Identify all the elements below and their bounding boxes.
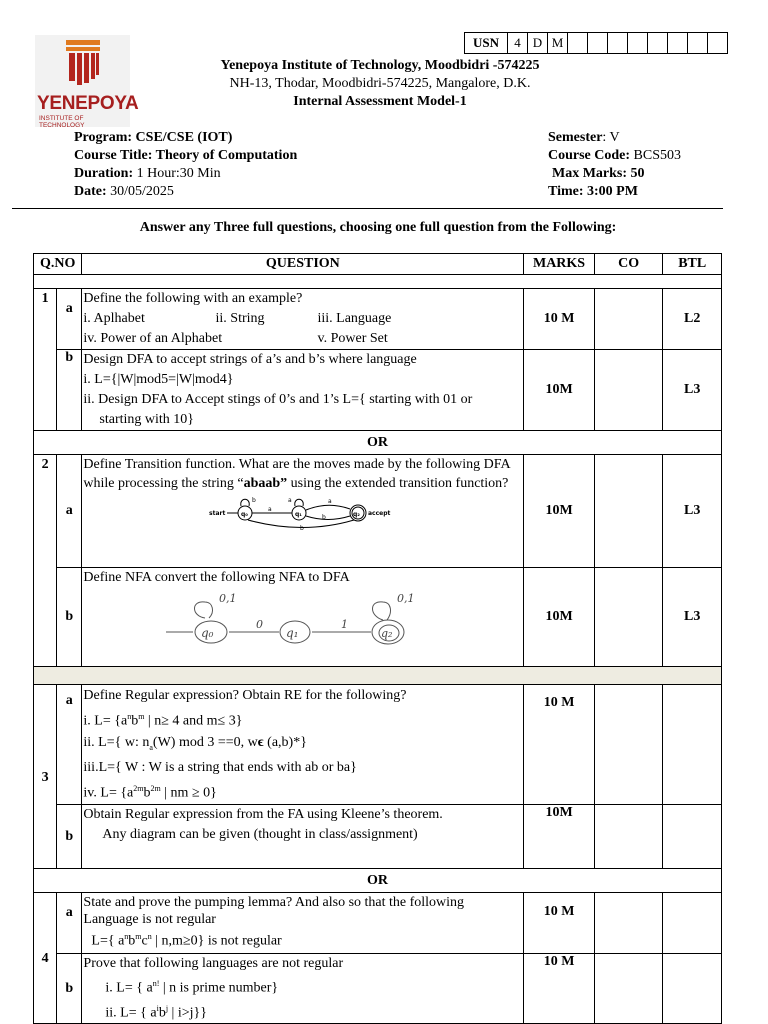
question-line: Define NFA convert the following NFA to DFA <box>83 570 350 585</box>
transition-label: a <box>268 506 273 513</box>
usn-cell <box>628 33 648 54</box>
state-label: q₀ <box>201 626 214 640</box>
question-line: Define Regular expression? Obtain RE for the following? <box>83 688 407 703</box>
co-value <box>594 455 663 568</box>
question-text <box>82 893 524 954</box>
sub-question-label: b <box>57 568 82 667</box>
question-text <box>82 568 524 667</box>
btl-value: L2 <box>663 289 722 350</box>
marks-value: 10 M <box>524 685 595 805</box>
header-marks: MARKS <box>524 254 595 275</box>
transition-label: a <box>328 498 333 505</box>
transition-label: 1 <box>341 618 349 631</box>
state-label: q₂ <box>381 627 393 640</box>
sub-question-label: b <box>57 805 82 869</box>
co-value <box>594 685 663 805</box>
usn-cell: M <box>548 33 568 54</box>
co-value <box>594 893 663 954</box>
usn-cell <box>708 33 728 54</box>
question-line: ii. L= { $a^ib^j$ | i>j}} <box>105 1003 207 1021</box>
spacer-row <box>34 275 722 289</box>
table-header <box>34 254 722 275</box>
question-number: 2 <box>34 455 57 667</box>
semester-label: Semester <box>548 130 603 145</box>
question-text <box>82 289 524 350</box>
table-row <box>34 455 722 568</box>
btl-value <box>663 805 722 869</box>
btl-value <box>663 954 722 1024</box>
course-info-left <box>74 129 297 201</box>
question-line: Any diagram can be given (thought in class/assignment) <box>102 827 418 843</box>
transition-label: a <box>288 497 293 504</box>
usn-label: USN <box>465 33 508 54</box>
or-row <box>34 431 722 455</box>
question-text <box>82 805 524 869</box>
table-row <box>34 805 722 869</box>
list-item: i. Aplhabet <box>83 311 145 326</box>
question-number: 3 <box>34 685 57 869</box>
institute-address: NH-13, Thodar, Moodbidri-574225, Mangalore, D.K. <box>229 76 531 91</box>
usn-cell <box>588 33 608 54</box>
transition-label: b <box>322 514 327 521</box>
usn-cell: D <box>528 33 548 54</box>
question-text <box>82 954 524 1024</box>
table-row <box>34 685 722 805</box>
separator-row <box>34 667 722 685</box>
question-line: ii. Design DFA to Accept stings of 0’s and 1’s L={ starting with 01 or <box>83 392 473 407</box>
question-line: State and prove the pumping lemma? And also so that the following <box>83 895 465 911</box>
exam-title: Internal Assessment Model-1 <box>293 94 467 109</box>
question-line: starting with 10} <box>99 412 195 427</box>
btl-value <box>663 893 722 954</box>
sub-question-label: a <box>57 685 82 805</box>
input-string: abaab” <box>243 476 288 491</box>
question-line: Design DFA to accept strings of a’s and b’s where language <box>83 352 417 367</box>
co-value <box>594 350 663 431</box>
question-line: i. $L= \{a^nb^m$ | n≥ 4 and m≤ 3} <box>83 712 243 729</box>
start-label: start <box>209 510 226 517</box>
state-label: q₁ <box>295 511 303 518</box>
table-row <box>34 350 722 431</box>
date-value: 30/05/2025 <box>106 184 174 199</box>
sub-question-label: b <box>57 954 82 1024</box>
semester-value: : V <box>602 130 620 145</box>
or-label: OR <box>34 431 722 455</box>
question-line: L={ $a^nb^mc^n$ | n,m≥0} is not regular <box>91 932 282 949</box>
or-row <box>34 869 722 893</box>
nfa-diagram <box>161 588 461 654</box>
sub-question-label: a <box>57 893 82 954</box>
marks-value: 10 M <box>524 289 595 350</box>
question-text <box>82 455 524 568</box>
sub-question-label: a <box>57 289 82 350</box>
state-label: q₀ <box>241 511 249 518</box>
list-item: ii. String <box>215 311 265 326</box>
marks-value: 10M <box>524 568 595 667</box>
state-label: q₂ <box>353 511 361 518</box>
list-item: iii. Language <box>317 311 392 326</box>
marks-value: 10M <box>524 455 595 568</box>
sub-question-label: a <box>57 455 82 568</box>
dfa-diagram <box>208 495 408 531</box>
usn-cell <box>608 33 628 54</box>
course-code-value: BCS503 <box>630 148 682 163</box>
co-value <box>594 289 663 350</box>
sub-question-label: b <box>57 350 82 431</box>
max-marks-label: Max Marks: 50 <box>552 166 645 181</box>
institute-name: Yenepoya Institute of Technology, Moodbidri -574225 <box>220 58 540 73</box>
logo-subtitle: INSTITUTE OF TECHNOLOGY <box>39 115 85 129</box>
usn-cell <box>568 33 588 54</box>
table-row <box>34 893 722 954</box>
header-qno: Q.NO <box>34 254 82 275</box>
co-value <box>594 568 663 667</box>
question-line: i. L={|W|mod5=|W|mod4} <box>83 372 234 387</box>
transition-label: b <box>252 497 257 504</box>
header-question: QUESTION <box>82 254 524 275</box>
date-label: Date: <box>74 184 107 199</box>
usn-cell <box>648 33 668 54</box>
marks-value: 10 M <box>524 893 595 954</box>
question-line: Define the following with an example? <box>83 291 303 306</box>
question-line: Language is not regular <box>83 912 216 928</box>
question-line: Prove that following languages are not regular <box>83 956 344 972</box>
usn-box <box>464 32 728 54</box>
program-label: Program: CSE/CSE (IOT) <box>74 130 233 145</box>
transition-label: b <box>300 525 305 531</box>
usn-cell <box>688 33 708 54</box>
usn-cell <box>668 33 688 54</box>
question-table <box>33 253 722 1024</box>
list-item: iv. Power of an Alphabet <box>83 331 223 346</box>
state-label: q₁ <box>286 626 299 640</box>
instruction: Answer any Three full questions, choosing one full question from the Following: <box>139 220 617 235</box>
pillar-icon <box>35 35 130 93</box>
course-info-right <box>548 129 681 201</box>
duration-value: 1 Hour:30 Min <box>133 166 221 181</box>
logo-name: YENEPOYA <box>37 93 139 114</box>
or-label: OR <box>34 869 722 893</box>
list-item: v. Power Set <box>317 331 388 346</box>
btl-value: L3 <box>663 350 722 431</box>
btl-value: L3 <box>663 568 722 667</box>
btl-value: L3 <box>663 455 722 568</box>
duration-label: Duration: <box>74 166 134 181</box>
question-line: ii. L={ w: $n_a(W)$ mod 3 ==0, wϵ (a,b)*} <box>83 734 307 752</box>
marks-value: 10M <box>524 350 595 431</box>
question-line: iv. $L= \{a^{2m}b^{2m}$ | nm ≥ 0} <box>83 784 217 802</box>
usn-cell: 4 <box>508 33 528 54</box>
transition-label: 0,1 <box>219 592 237 605</box>
divider <box>12 208 723 209</box>
marks-value: 10M <box>524 805 595 869</box>
btl-value <box>663 685 722 805</box>
marks-value: 10 M <box>524 954 595 1024</box>
table-row <box>34 289 722 350</box>
header-co: CO <box>594 254 663 275</box>
co-value <box>594 805 663 869</box>
transition-label: 0 <box>256 618 264 631</box>
course-code-label: Course Code: <box>548 148 631 163</box>
accept-label: accept <box>368 510 391 517</box>
institute-logo <box>35 35 139 129</box>
question-line: Obtain Regular expression from the FA using Kleene’s theorem. <box>83 807 443 823</box>
header-btl: BTL <box>663 254 722 275</box>
question-text <box>82 685 524 805</box>
table-row <box>34 568 722 667</box>
question-line: iii.L={ W : W is a string that ends with ab or ba} <box>83 760 357 776</box>
question-line: using the extended transition function? <box>287 476 509 491</box>
question-number: 4 <box>34 893 57 1024</box>
question-line: Define Transition function. What are the moves made by the following DFA while processing the string “ <box>83 457 510 491</box>
question-number: 1 <box>34 289 57 431</box>
question-line: i. L= { $a^{n!}$ | n is prime number} <box>105 979 279 996</box>
question-text <box>82 350 524 431</box>
course-title-label: Course Title: Theory of Computation <box>74 148 298 163</box>
transition-label: 0,1 <box>397 592 415 605</box>
table-row <box>34 954 722 1024</box>
co-value <box>594 954 663 1024</box>
time-label: Time: 3:00 PM <box>548 184 638 199</box>
